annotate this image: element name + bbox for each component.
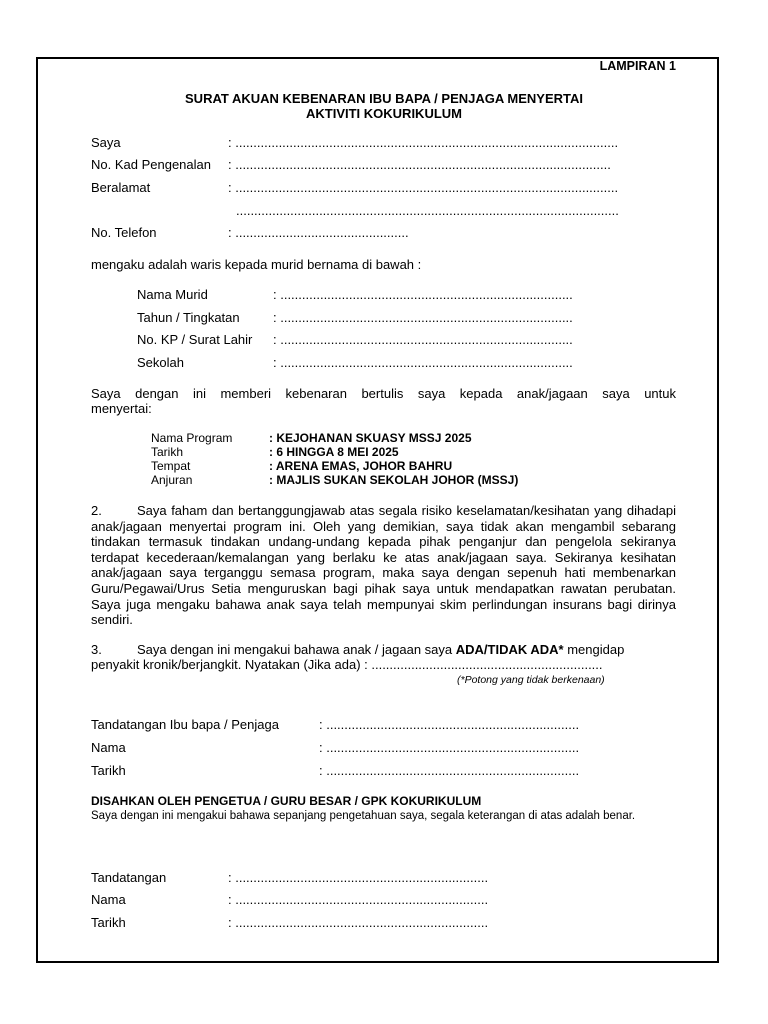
permission-line2: menyertai:	[91, 401, 152, 416]
waris-statement: mengaku adalah waris kepada murid bernama di bawah :	[91, 257, 422, 272]
label-parent-date: Tarikh	[91, 763, 126, 778]
value-program-place: : ARENA EMAS, JOHOR BAHRU	[269, 459, 453, 473]
field-ic[interactable]: : ........................................................................................................	[228, 157, 611, 172]
label-official-signature: Tandatangan	[91, 870, 167, 885]
field-parent-signature[interactable]: : ......................................................................	[319, 717, 580, 732]
para3-pre: Saya dengan ini mengakui bahawa anak / jagaan saya	[137, 642, 456, 657]
para2-number: 2.	[91, 503, 102, 518]
label-ic: No. Kad Pengenalan	[91, 157, 211, 172]
value-program-name: : KEJOHANAN SKUASY MSSJ 2025	[269, 431, 472, 445]
permission-line1: Saya dengan ini memberi kebenaran bertulis saya kepada anak/jagaan saya untuk	[91, 386, 676, 401]
label-student-kp: No. KP / Surat Lahir	[137, 332, 253, 347]
para3-line2[interactable]: penyakit kronik/berjangkit. Nyatakan (Jika ada) : ................................................................	[91, 657, 603, 672]
field-saya[interactable]: : ..........................................................................................................	[228, 135, 619, 150]
para3-note: (*Potong yang tidak berkenaan)	[457, 674, 605, 686]
value-program-org: : MAJLIS SUKAN SEKOLAH JOHOR (MSSJ)	[269, 473, 519, 487]
label-address: Beralamat	[91, 180, 151, 195]
field-official-signature[interactable]: : ......................................................................	[228, 870, 489, 885]
label-official-date: Tarikh	[91, 915, 126, 930]
appendix-label: LAMPIRAN 1	[599, 59, 676, 73]
label-program-place: Tempat	[151, 459, 191, 473]
field-official-name[interactable]: : ......................................................................	[228, 892, 489, 907]
field-student-name[interactable]: : .................................................................................	[273, 287, 573, 302]
para3-post: mengidap	[563, 642, 625, 657]
field-phone[interactable]: : ................................................	[228, 225, 409, 240]
value-program-date: : 6 HINGGA 8 MEI 2025	[269, 445, 399, 459]
label-saya: Saya	[91, 135, 121, 150]
label-program-org: Anjuran	[151, 473, 193, 487]
field-student-year[interactable]: : .................................................................................	[273, 310, 573, 325]
field-address[interactable]: : ..........................................................................................................	[228, 180, 619, 195]
para3-line1	[137, 642, 624, 658]
form-title-line2: AKTIVITI KOKURIKULUM	[306, 106, 462, 121]
endorse-title: DISAHKAN OLEH PENGETUA / GURU BESAR / GPK KOKURIKULUM	[91, 794, 482, 808]
label-parent-signature: Tandatangan Ibu bapa / Penjaga	[91, 717, 279, 732]
field-parent-date[interactable]: : ......................................................................	[319, 763, 580, 778]
field-address-cont[interactable]: ..........................................................................................................	[236, 203, 619, 218]
para2-text: Saya faham dan bertanggungjawab atas segala risiko keselamatan/kesihatan yang dihadapi anak/jagaan menyertai program ini. Oleh yang demikian, saya tidak akan mengambil sebarang tindakan termasuk tindakan undang-undang kepada pihak penganjur dan pengelola sekiranya terdapat kecederaan/kemalangan yang berlaku ke atas anak/jagaan saya. Sekiranya kesihatan anak/jagaan saya terganggu semasa program, maka saya dengan sepenuh hati membenarkan Guru/Pegawai/Urus Setia menguruskan bagi pihak saya untuk mendapatkan rawatan perubatan. Saya juga mengaku bahawa anak saya telah mempunyai skim perlindungan insurans bagi dirinya sendiri.	[91, 503, 676, 628]
field-student-kp[interactable]: : .................................................................................	[273, 332, 573, 347]
field-official-date[interactable]: : ......................................................................	[228, 915, 489, 930]
label-program-name: Nama Program	[151, 431, 233, 445]
para3-ada-tidak-ada[interactable]: ADA/TIDAK ADA*	[455, 642, 564, 657]
label-student-name: Nama Murid	[137, 287, 208, 302]
label-student-school: Sekolah	[137, 355, 184, 370]
label-program-date: Tarikh	[151, 445, 184, 459]
label-official-name: Nama	[91, 892, 126, 907]
form-title-line1: SURAT AKUAN KEBENARAN IBU BAPA / PENJAGA MENYERTAI	[185, 91, 583, 106]
field-parent-name[interactable]: : ......................................................................	[319, 740, 580, 755]
endorse-text: Saya dengan ini mengakui bahawa sepanjang pengetahuan saya, segala keterangan di atas adalah benar.	[91, 810, 636, 822]
para3-number: 3.	[91, 642, 102, 657]
label-student-year: Tahun / Tingkatan	[137, 310, 240, 325]
label-parent-name: Nama	[91, 740, 126, 755]
field-student-school[interactable]: : .................................................................................	[273, 355, 573, 370]
label-phone: No. Telefon	[91, 225, 157, 240]
